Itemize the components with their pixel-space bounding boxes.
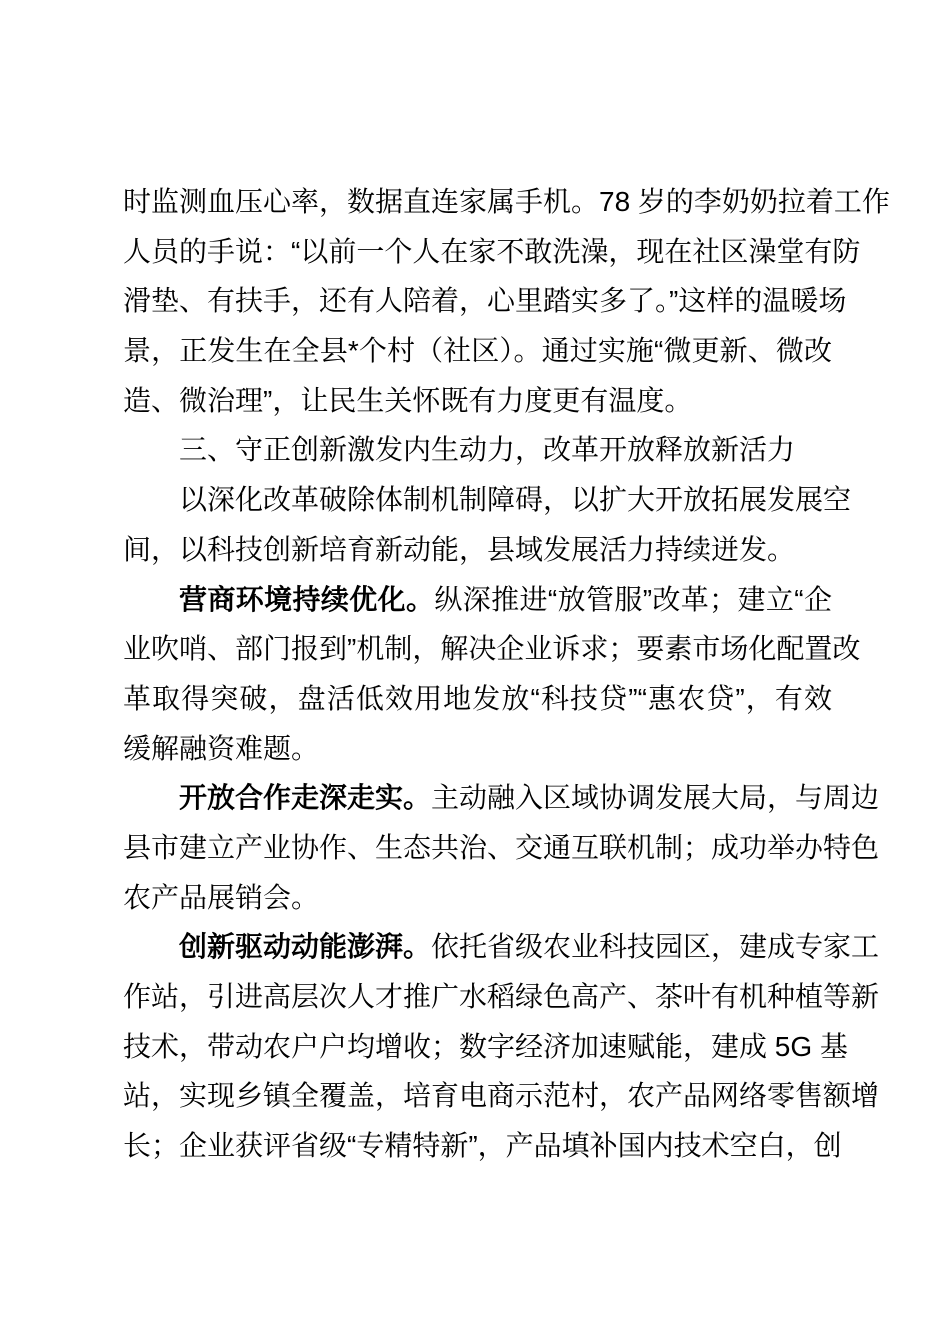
text-line: [123, 1022, 848, 1072]
text-segment: 纵深推进“放管服”改革；建立“企: [434, 583, 832, 615]
text-line: [123, 475, 852, 525]
text-line: [123, 1121, 842, 1171]
text-segment: 缓解融资难题。: [123, 732, 320, 764]
paragraph-lead-bold: 开放合作走深走实。: [179, 782, 432, 814]
text-line: [123, 227, 861, 277]
text-line: [123, 724, 832, 774]
text-line: [123, 972, 880, 1022]
text-segment: 县市建立产业协作、生态共治、交通互联机制；成功举办特色: [123, 831, 880, 863]
section-heading: [123, 425, 832, 475]
document-body: [123, 177, 890, 1171]
text-segment: 三、守正创新激发内生动力，改革开放释放新活力: [179, 434, 796, 466]
text-line: [123, 674, 832, 724]
text-segment: 主动融入区域协调发展大局，与周边: [431, 782, 880, 814]
text-line: [123, 575, 832, 625]
text-segment: 作站，引进高层次人才推广水稻绿色高产、茶叶有机种植等新: [123, 981, 880, 1012]
text-segment: 农产品展销会。: [123, 881, 320, 913]
text-segment: 时监测血压心率，数据直连家属手机。78 岁的李奶奶拉着工作: [123, 186, 890, 217]
text-segment: 间，以科技创新培育新动能，县域发展活力持续迸发。: [123, 533, 796, 565]
text-segment: 人员的手说：“以前一个人在家不敢洗澡，现在社区澡堂有防: [123, 235, 861, 267]
text-line: [123, 376, 832, 426]
paragraph-lead-bold: 营商环境持续优化。: [179, 583, 435, 615]
paragraph-lead-bold: 创新驱动动能澎湃。: [179, 931, 432, 963]
text-segment: 景，正发生在全县*个村（社区）。通过实施“微更新、微改: [123, 335, 832, 367]
text-line: [123, 1071, 880, 1121]
text-segment: 造、微治理”，让民生关怀既有力度更有温度。: [123, 384, 693, 416]
text-segment: 技术，带动农户户均增收；数字经济加速赋能，建成 5G 基: [123, 1030, 848, 1062]
text-line: [123, 276, 847, 326]
text-segment: 依托省级农业科技园区，建成专家工: [431, 931, 880, 963]
text-segment: 长；企业获评省级“专精特新”，产品填补国内技术空白，创: [123, 1130, 842, 1162]
text-line: [123, 177, 890, 227]
text-line: [123, 525, 832, 575]
text-segment: 革取得突破，盘活低效用地发放“科技贷”“惠农贷”，有效: [123, 682, 832, 714]
text-line: [123, 773, 880, 823]
text-segment: 站，实现乡镇全覆盖，培育电商示范村，农产品网络零售额增: [123, 1080, 880, 1112]
text-line: [123, 823, 880, 873]
text-line: [123, 624, 861, 674]
text-segment: 滑垫、有扶手，还有人陪着，心里踏实多了。”这样的温暖场: [123, 285, 847, 317]
text-segment: 业吹哨、部门报到”机制，解决企业诉求；要素市场化配置改: [123, 633, 861, 665]
text-segment: 以深化改革破除体制机制障碍，以扩大开放拓展发展空: [179, 484, 852, 516]
text-line: [123, 873, 832, 923]
text-line: [123, 326, 832, 376]
text-line: [123, 922, 880, 972]
